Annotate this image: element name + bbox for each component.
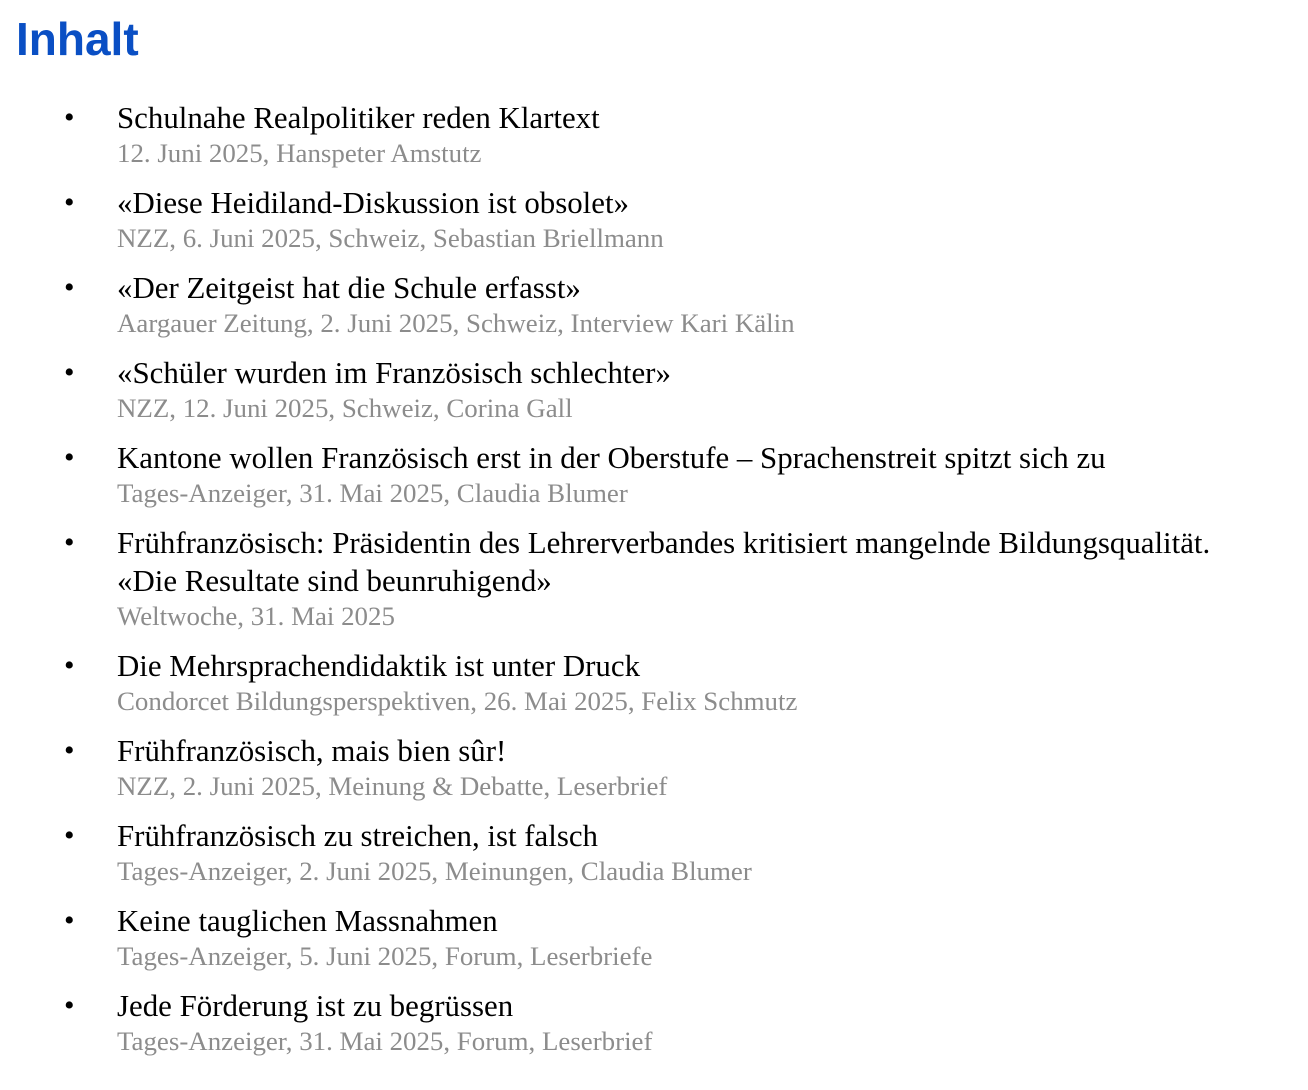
toc-item-title[interactable]: Frühfranzösisch: Präsidentin des Lehrerverbandes kritisiert mangelnde Bildungsqualität. xyxy=(117,525,1211,560)
toc-item[interactable] xyxy=(0,902,1308,973)
toc-item-title[interactable]: Die Mehrsprachendidaktik ist unter Druck xyxy=(117,648,641,683)
toc-item-title[interactable]: «Diese Heidiland-Diskussion ist obsolet» xyxy=(117,185,629,220)
bullet-icon: • xyxy=(64,356,75,389)
toc-item[interactable] xyxy=(0,439,1308,510)
bullet-icon: • xyxy=(64,186,75,219)
toc-item[interactable] xyxy=(0,732,1308,803)
toc-item[interactable] xyxy=(0,354,1308,425)
toc-item-meta: Tages-Anzeiger, 31. Mai 2025, Claudia Blumer xyxy=(117,478,628,508)
toc-item-title[interactable]: Keine tauglichen Massnahmen xyxy=(117,903,498,938)
toc-item-title[interactable]: Kantone wollen Französisch erst in der Oberstufe – Sprachenstreit spitzt sich zu xyxy=(117,440,1106,475)
bullet-icon: • xyxy=(64,734,75,767)
bullet-icon: • xyxy=(64,441,75,474)
toc-item[interactable] xyxy=(0,647,1308,718)
toc-item-title[interactable]: Schulnahe Realpolitiker reden Klartext xyxy=(117,100,600,135)
toc-item[interactable] xyxy=(0,269,1308,340)
table-of-contents xyxy=(0,99,1308,1072)
toc-item-meta: Condorcet Bildungsperspektiven, 26. Mai 2025, Felix Schmutz xyxy=(117,686,798,716)
toc-item[interactable] xyxy=(0,817,1308,888)
toc-item-title[interactable]: Jede Förderung ist zu begrüssen xyxy=(117,988,514,1023)
toc-item-meta: 12. Juni 2025, Hanspeter Amstutz xyxy=(117,138,482,168)
toc-item-meta: Aargauer Zeitung, 2. Juni 2025, Schweiz, Interview Kari Kälin xyxy=(117,308,795,338)
toc-item[interactable] xyxy=(0,524,1308,633)
toc-item-meta: Tages-Anzeiger, 5. Juni 2025, Forum, Leserbriefe xyxy=(117,941,653,971)
toc-item-meta: Tages-Anzeiger, 31. Mai 2025, Forum, Leserbrief xyxy=(117,1026,653,1056)
toc-item-meta: Weltwoche, 31. Mai 2025 xyxy=(117,601,395,631)
bullet-icon: • xyxy=(64,526,75,559)
toc-item-title[interactable]: «Schüler wurden im Französisch schlechter» xyxy=(117,355,671,390)
toc-item-title-continued[interactable]: «Die Resultate sind beunruhigend» xyxy=(117,563,552,598)
toc-item-meta: NZZ, 6. Juni 2025, Schweiz, Sebastian Briellmann xyxy=(117,223,664,253)
bullet-icon: • xyxy=(64,989,75,1022)
toc-item[interactable] xyxy=(0,184,1308,255)
page-title: Inhalt xyxy=(16,13,139,65)
toc-item[interactable] xyxy=(0,99,1308,170)
toc-item[interactable] xyxy=(0,987,1308,1058)
toc-item-meta: NZZ, 12. Juni 2025, Schweiz, Corina Gall xyxy=(117,393,573,423)
toc-item-title[interactable]: «Der Zeitgeist hat die Schule erfasst» xyxy=(117,270,581,305)
bullet-icon: • xyxy=(64,101,75,134)
bullet-icon: • xyxy=(64,649,75,682)
toc-item-title[interactable]: Frühfranzösisch zu streichen, ist falsch xyxy=(117,818,598,853)
bullet-icon: • xyxy=(64,904,75,937)
toc-item-title[interactable]: Frühfranzösisch, mais bien sûr! xyxy=(117,733,507,768)
toc-item-meta: Tages-Anzeiger, 2. Juni 2025, Meinungen, Claudia Blumer xyxy=(117,856,752,886)
bullet-icon: • xyxy=(64,271,75,304)
toc-item-meta: NZZ, 2. Juni 2025, Meinung & Debatte, Leserbrief xyxy=(117,771,668,801)
bullet-icon: • xyxy=(64,819,75,852)
